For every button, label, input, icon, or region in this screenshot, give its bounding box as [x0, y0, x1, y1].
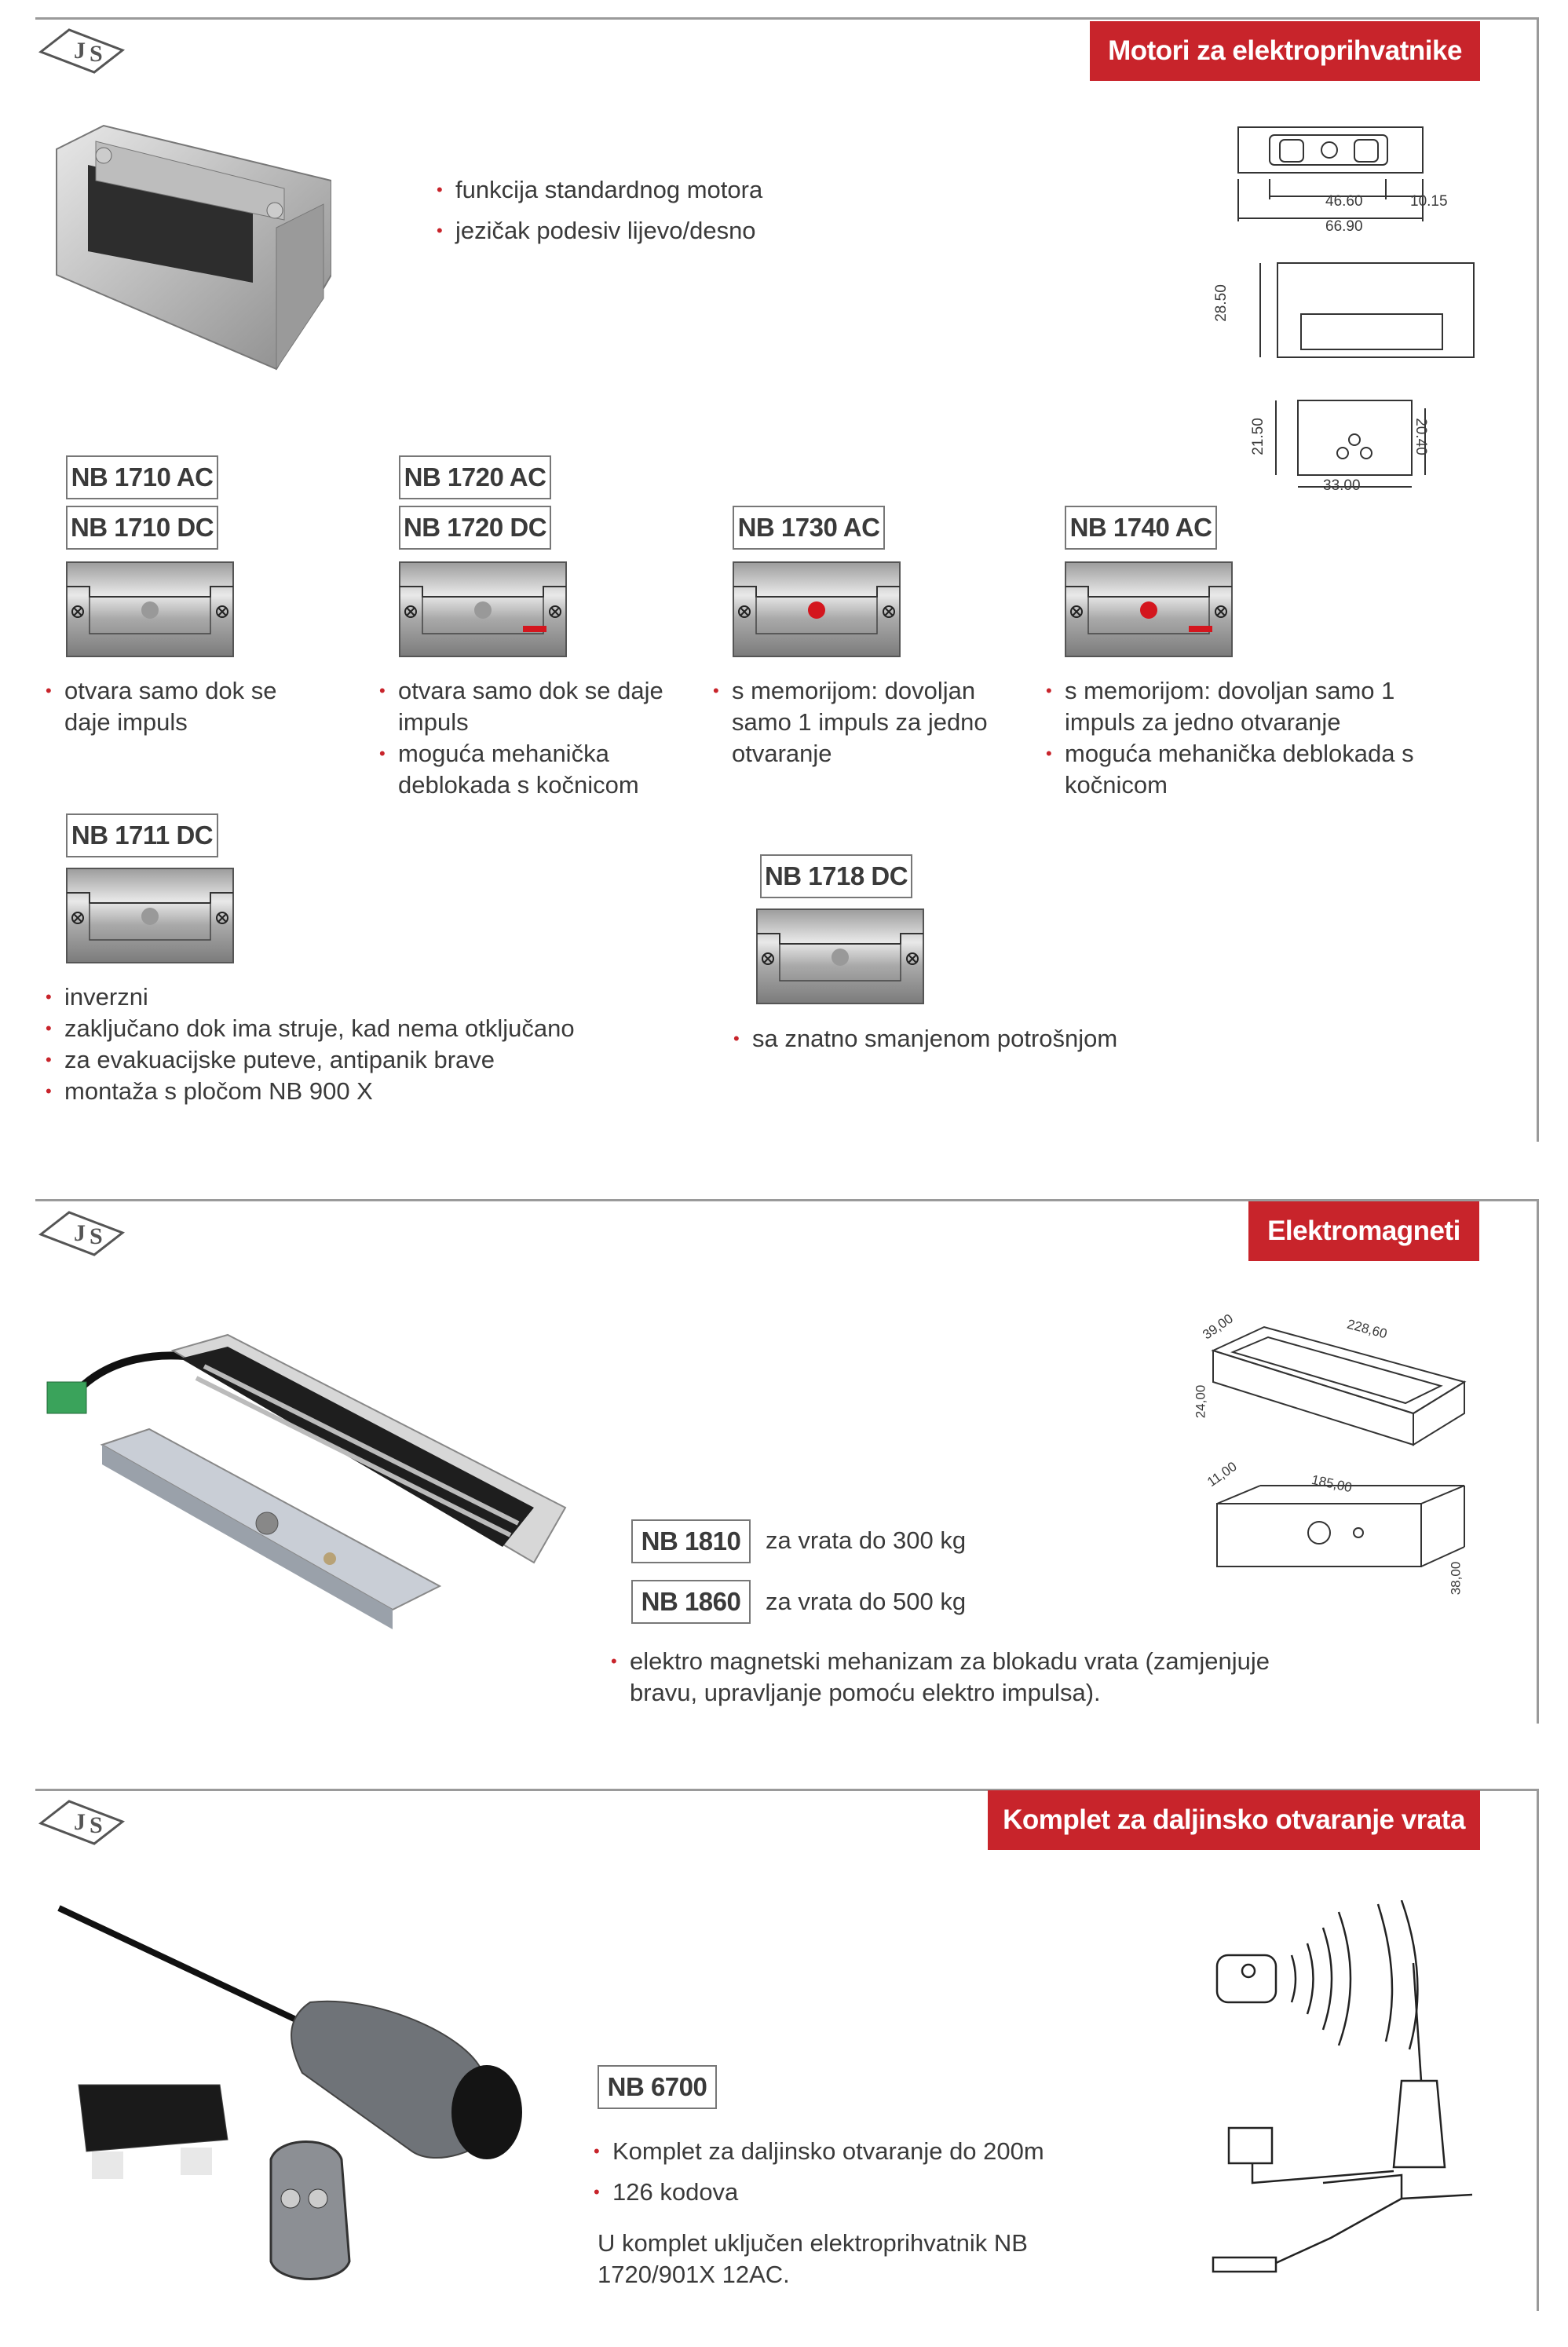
strike-plate-nb1711	[66, 868, 234, 963]
svg-text:J: J	[74, 38, 86, 64]
dim-label: 228,60	[1345, 1316, 1389, 1342]
dim-label: 33.00	[1323, 477, 1361, 494]
section1-title-banner: Motori za elektroprihvatnike	[1090, 21, 1480, 81]
section2-title-banner: Elektromagneti	[1248, 1201, 1479, 1261]
nb1730-features	[713, 675, 1027, 770]
strike-plate-nb1720	[399, 561, 567, 657]
section3-title-banner: Komplet za daljinsko otvaranje vrata	[988, 1790, 1480, 1850]
section2-right-rule	[1537, 1199, 1539, 1724]
feature-bullet: • moguća mehanička deblokada s kočnicom	[1046, 738, 1454, 801]
model-badge-nb1810: NB 1810	[631, 1519, 751, 1563]
electromagnet-features	[611, 1646, 1318, 1709]
model-badge-nb6700: NB 6700	[598, 2065, 717, 2109]
svg-text:S: S	[90, 41, 103, 67]
model-badge-nb1710ac: NB 1710 AC	[66, 455, 218, 499]
strike-plate-nb1730	[733, 561, 901, 657]
svg-text:J: J	[74, 1809, 86, 1835]
model-badge-nb1718dc: NB 1718 DC	[760, 854, 912, 898]
svg-text:S: S	[90, 1812, 103, 1838]
dim-label: 11,00	[1204, 1458, 1240, 1490]
feature-bullet: • sa znatno smanjenom potrošnjom	[733, 1023, 1283, 1055]
intro-bullet: • jezičak podesiv lijevo/desno	[437, 215, 762, 247]
feature-bullet: • montaža s pločom NB 900 X	[46, 1076, 674, 1107]
feature-bullet: • zaključano dok ima struje, kad nema otključano	[46, 1013, 674, 1044]
electromagnet-dimension-drawings	[1170, 1303, 1484, 1618]
company-logo	[38, 27, 126, 75]
strike-plate-nb1710	[66, 561, 234, 657]
feature-bullet: • Komplet za daljinsko otvaranje do 200m	[594, 2136, 1143, 2167]
feature-bullet: • otvara samo dok se daje impuls	[379, 675, 678, 738]
feature-bullet: • s memorijom: dovoljan samo 1 impuls za jedno otvaranje	[713, 675, 1027, 770]
remote-system-diagram	[1205, 1900, 1519, 2293]
dim-label: 20.40	[1412, 418, 1429, 455]
feature-bullet: • s memorijom: dovoljan samo 1 impuls za jedno otvaranje	[1046, 675, 1454, 738]
model-badge-nb1711dc: NB 1711 DC	[66, 813, 218, 857]
section3-right-rule	[1537, 1789, 1539, 2311]
dim-label: 185,00	[1310, 1471, 1354, 1496]
remote-kit-photo	[43, 1900, 538, 2293]
svg-text:S: S	[90, 1223, 103, 1249]
electromagnet-photo	[31, 1327, 581, 1649]
dim-label: 38,00	[1448, 1561, 1464, 1596]
section1-right-rule	[1537, 17, 1539, 1142]
nb1718-features	[733, 1023, 1283, 1055]
company-logo	[38, 1798, 126, 1847]
nb1720-features	[379, 675, 678, 801]
nb1710-features	[46, 675, 305, 738]
model-badge-nb1720dc: NB 1720 DC	[399, 506, 551, 550]
model-badge-nb1860: NB 1860	[631, 1580, 751, 1624]
strike-plate-nb1718	[756, 908, 924, 1004]
feature-bullet: • za evakuacijske puteve, antipanik brave	[46, 1044, 674, 1076]
model-badge-nb1710dc: NB 1710 DC	[66, 506, 218, 550]
dim-label: 46.60	[1325, 193, 1363, 210]
nb1740-features	[1046, 675, 1454, 801]
feature-bullet: • otvara samo dok se daje impuls	[46, 675, 305, 738]
dim-label: 39,00	[1200, 1311, 1236, 1343]
dim-label: 24,00	[1193, 1384, 1208, 1419]
feature-bullet: • moguća mehanička deblokada s kočnicom	[379, 738, 678, 801]
model-badge-nb1740ac: NB 1740 AC	[1065, 506, 1217, 550]
feature-bullet: • inverzni	[46, 982, 674, 1013]
feature-bullet: • 126 kodova	[594, 2177, 1143, 2208]
strike-plate-nb1740	[1065, 561, 1233, 657]
dim-label: 66.90	[1325, 218, 1363, 235]
remote-kit-note: U komplet uključen elektroprihvatnik NB 1720/901X 12AC.	[598, 2229, 1028, 2288]
company-logo	[38, 1209, 126, 1258]
dim-label: 10.15	[1410, 193, 1448, 210]
strike-motor-photo	[49, 118, 331, 377]
dim-label: 21.50	[1249, 418, 1266, 455]
dim-label: 28.50	[1212, 284, 1230, 322]
model-desc-nb1810: za vrata do 300 kg	[766, 1526, 967, 1554]
model-badge-nb1720ac: NB 1720 AC	[399, 455, 551, 499]
remote-kit-features	[594, 2136, 1143, 2208]
model-desc-nb1860: za vrata do 500 kg	[766, 1588, 967, 1615]
model-badge-nb1730ac: NB 1730 AC	[733, 506, 885, 550]
section1-top-rule	[35, 17, 1539, 20]
feature-bullet: • elektro magnetski mehanizam za blokadu vrata (zamjenjuje bravu, upravljanje pomoću elektro impulsa).	[611, 1646, 1318, 1709]
nb1711-features	[46, 982, 674, 1107]
strike-dimension-drawings	[1197, 118, 1527, 503]
section1-intro-list	[437, 174, 762, 247]
intro-bullet: • funkcija standardnog motora	[437, 174, 762, 206]
svg-text:J: J	[74, 1220, 86, 1246]
